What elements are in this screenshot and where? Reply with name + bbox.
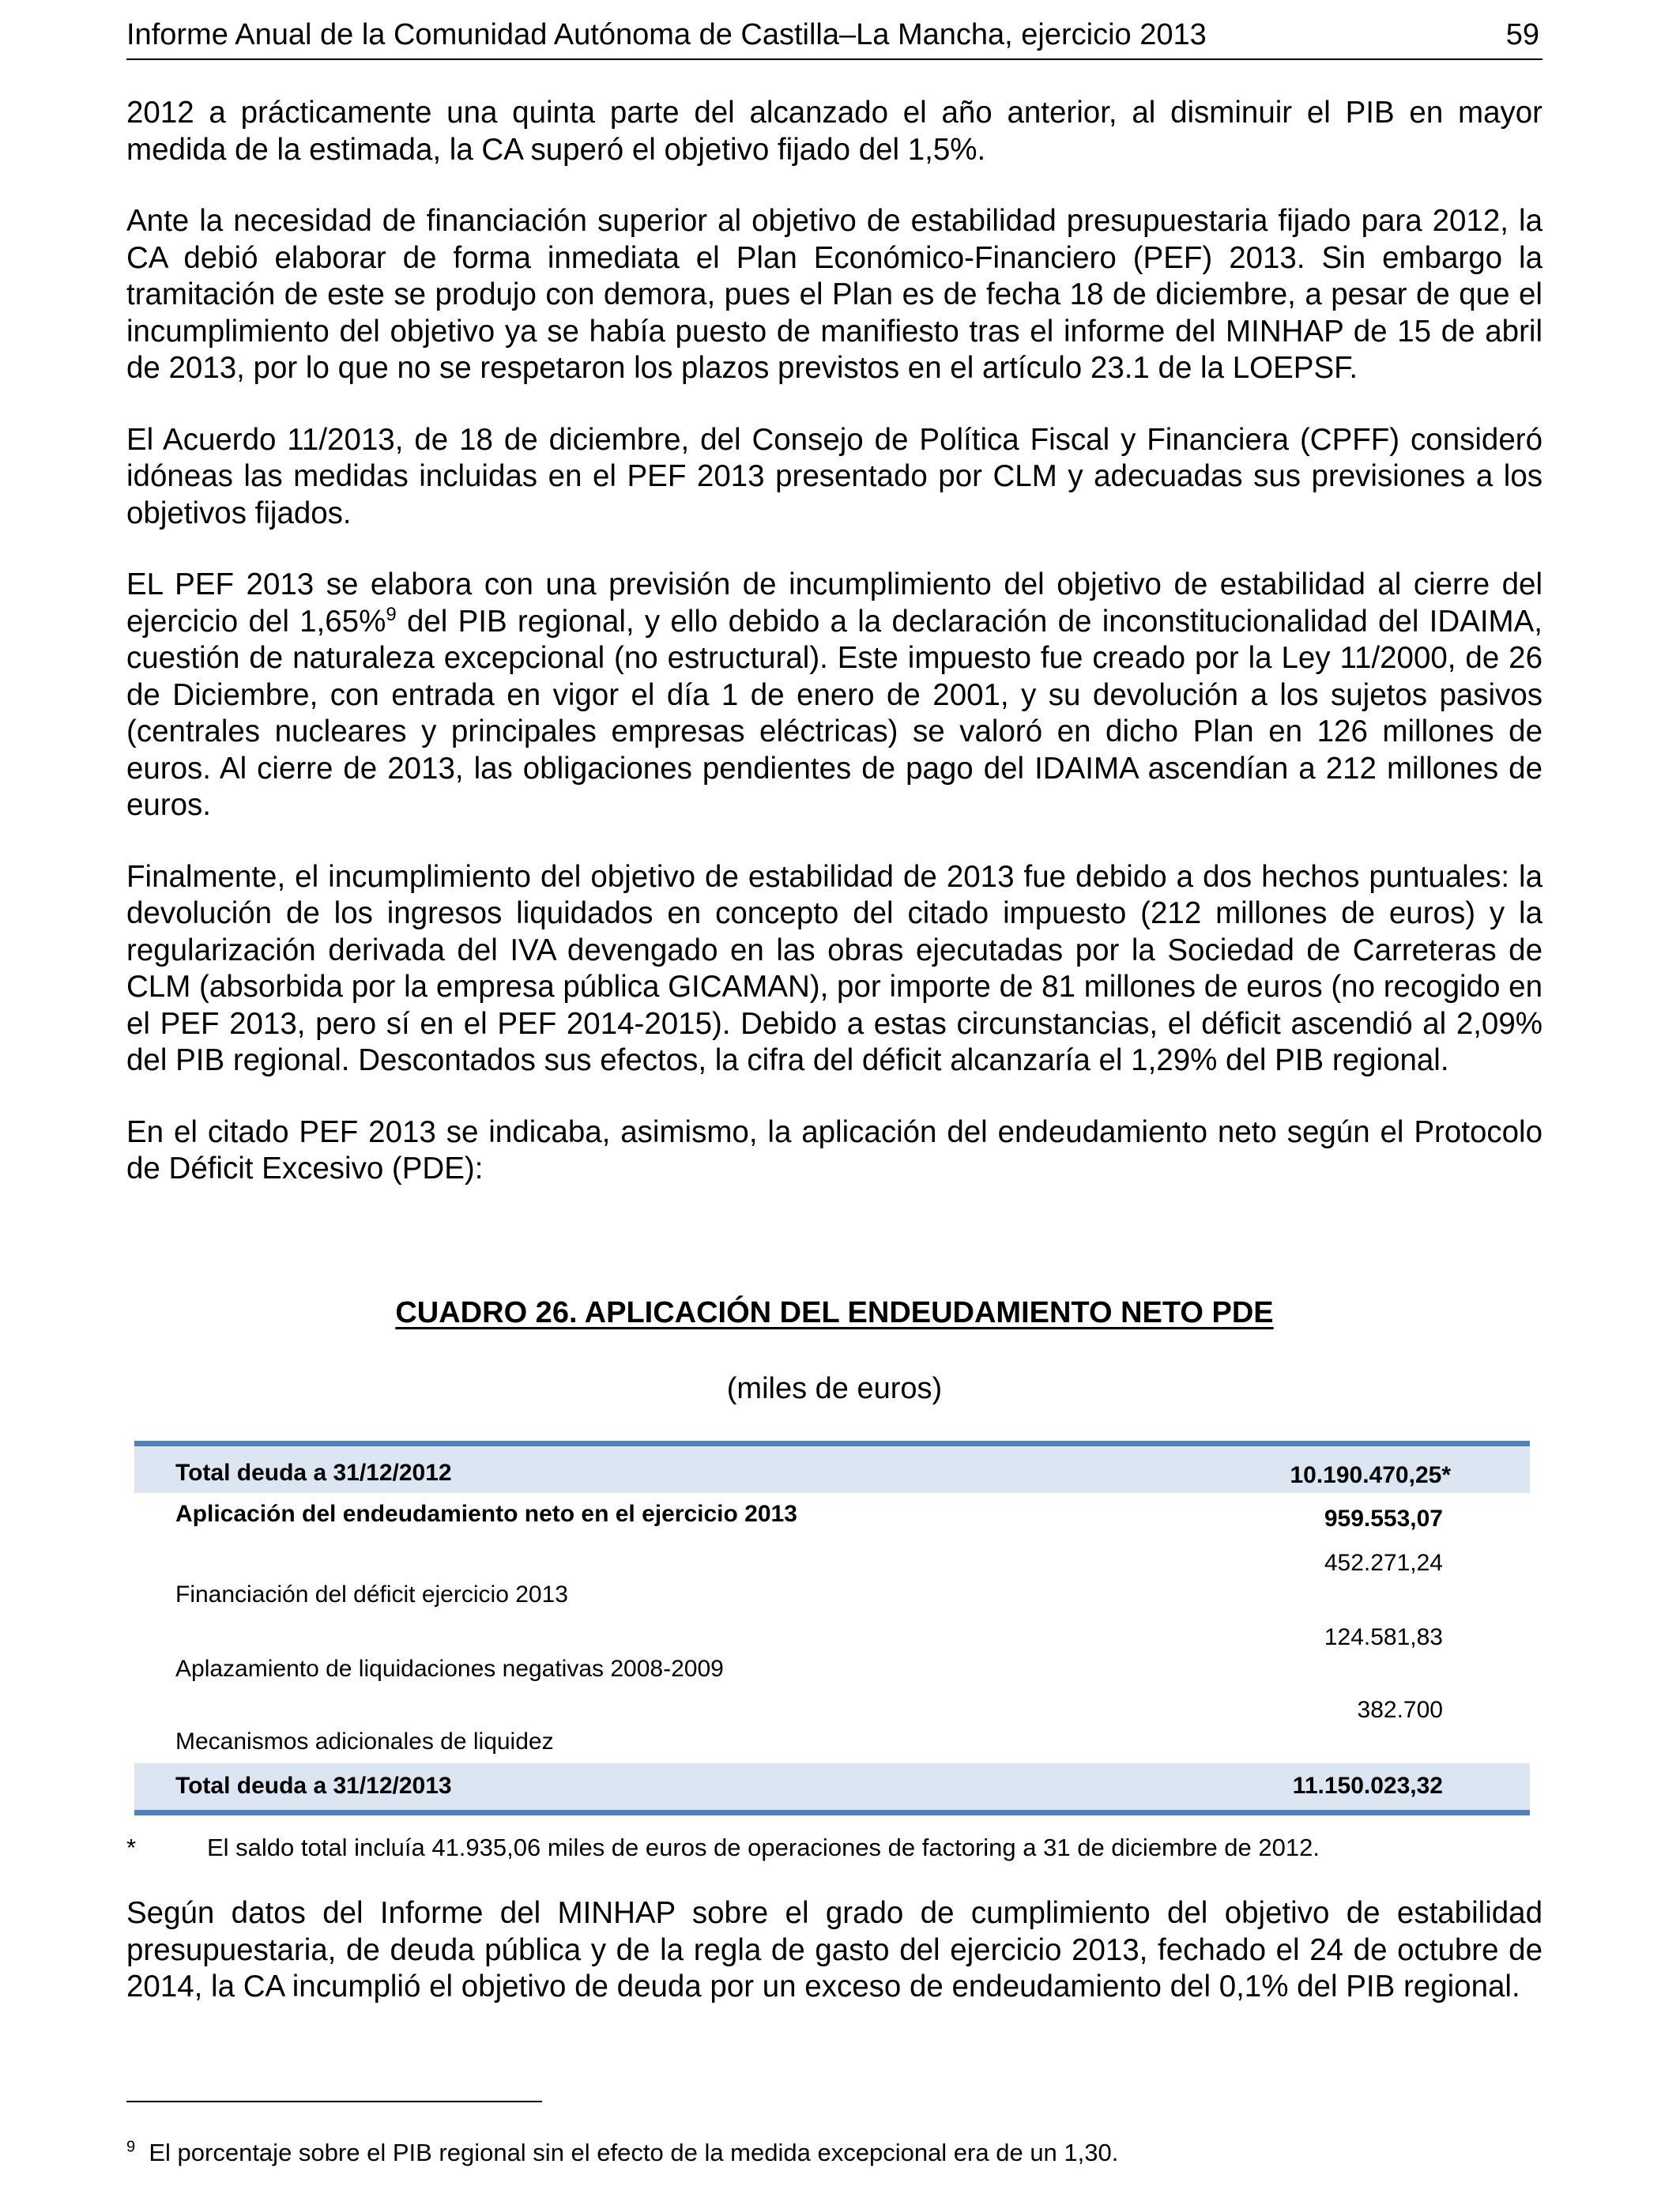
row-label: Mecanismos adicionales de liquidez <box>175 1728 554 1755</box>
row-value: 382.700 <box>1357 1697 1443 1723</box>
row-value: 124.581,83 <box>1324 1624 1443 1650</box>
paragraph-5: Finalmente, el incumplimiento del objetivo de estabilidad de 2013 fue debido a dos hechos puntuales: la devolución de los ingresos liquidados en concepto del citado impuesto (212 millones de euros) y la regularización derivada del IVA devengado en las obras ejecutadas por la Sociedad de Carreteras de CLM (absorbida por la empresa pública GICAMAN), por importe de 81 millones de euros (no recogido en el PEF 2013, pero sí en el PEF 2014-2015). Debido a estas circunstancias, el déficit ascendió al 2,09% del PIB regional. Descontados sus efectos, la cifra del déficit alcanzaría el 1,29% del PIB regional. <box>126 859 1543 1077</box>
paragraph-4 <box>126 567 1543 824</box>
note-text: El saldo total incluía 41.935,06 miles de euros de operaciones de factoring a 31 de diciembre de 2012. <box>207 1834 1320 1861</box>
footnote <box>126 2137 1543 2169</box>
page-header <box>126 14 1543 60</box>
row-value: 10.190.470,25* <box>1290 1462 1451 1488</box>
footnote-number: 9 <box>126 2138 136 2156</box>
debt-table <box>134 1441 1530 1815</box>
paragraph-3: El Acuerdo 11/2013, de 18 de diciembre, del Consejo de Política Fiscal y Financiera (CPFF) consideró idóneas las medidas incluidas en el PEF 2013 presentado por CLM y adecuadas sus previsiones a los objetivos fijados. <box>126 422 1543 530</box>
report-title: Informe Anual de la Comunidad Autónoma de Castilla–La Mancha, ejercicio 2013 <box>126 18 1207 51</box>
row-label: Financiación del déficit ejercicio 2013 <box>175 1581 568 1608</box>
note-marker: * <box>126 1834 137 1861</box>
row-label: Aplicación del endeudamiento neto en el ejercicio 2013 <box>175 1501 797 1527</box>
row-label: Total deuda a 31/12/2012 <box>175 1460 452 1486</box>
paragraph-2: Ante la necesidad de financiación superior al objetivo de estabilidad presupuestaria fijado para 2012, la CA debió elaborar de forma inmediata el Plan Económico-Financiero (PEF) 2013. Sin embargo la tramitación de este se produjo con demora, pues el Plan es de fecha 18 de diciembre, a pesar de que el incumplimiento del objetivo ya se había puesto de manifiesto tras el informe del MINHAP de 15 de abril de 2013, por lo que no se respetaron los plazos previstos en el artículo 23.1 de la LOEPSF. <box>126 204 1543 385</box>
table-row <box>134 1493 1530 1540</box>
row-label: Aplazamiento de liquidaciones negativas 2008-2009 <box>175 1656 724 1682</box>
table-row <box>134 1446 1530 1493</box>
row-label: Total deuda a 31/12/2013 <box>175 1773 452 1799</box>
paragraph-1: 2012 a prácticamente una quinta parte del alcanzado el año anterior, al disminuir el PIB en mayor medida de la estimada, la CA superó el objetivo fijado del 1,5%. <box>126 96 1543 167</box>
footnote-divider <box>126 2101 542 2102</box>
paragraph-7: Según datos del Informe del MINHAP sobre el grado de cumplimiento del objetivo de estabilidad presupuestaria, de deuda pública y de la regla de gasto del ejercicio 2013, fechado el 24 de octubre de 2014, la CA incumplió el objetivo de deuda por un exceso de endeudamiento del 0,1% del PIB regional. <box>126 1896 1543 2004</box>
body-text <box>126 95 1543 1223</box>
table-caption-text: CUADRO 26. APLICACIÓN DEL ENDEUDAMIENTO NETO PDE <box>395 1296 1274 1329</box>
table-row <box>134 1615 1530 1689</box>
row-value: 11.150.023,32 <box>1292 1773 1443 1799</box>
row-value: 959.553,07 <box>1324 1506 1443 1532</box>
paragraph-4-start: EL PEF 2013 se elabora con una previsión de incumplimiento del objetivo de estabilidad al cierre del ejercicio del 1,65% <box>126 567 1543 639</box>
footnote-ref[interactable]: 9 <box>386 603 397 625</box>
row-value: 452.271,24 <box>1324 1550 1443 1576</box>
table-caption <box>126 1296 1543 1330</box>
page-number: 59 <box>1505 18 1539 51</box>
table-row <box>134 1763 1530 1810</box>
footnote-text: El porcentaje sobre el PIB regional sin el efecto de la medida excepcional era de un 1,30. <box>149 2139 1119 2166</box>
table-row <box>134 1689 1530 1763</box>
paragraph-6: En el citado PEF 2013 se indicaba, asimismo, la aplicación del endeudamiento neto según el Protocolo de Déficit Excesivo (PDE): <box>126 1114 1543 1186</box>
table-units: (miles de euros) <box>726 1372 943 1405</box>
paragraph-4-end: del PIB regional, y ello debido a la declaración de inconstitucionalidad del IDAIMA, cuestión de naturaleza excepcional (no estructural). Este impuesto fue creado por la Ley 11/2000, de 26 de Diciembre, con entrada en vigor el día 1 de enero de 2001, y su devolución a los sujetos pasivos (centrales nucleares y principales empresas eléctricas) se valoró en dicho Plan en 126 millones de euros. Al cierre de 2013, las obligaciones pendientes de pago del IDAIMA ascendían a 212 millones de euros. <box>126 604 1543 822</box>
table-row <box>134 1540 1530 1615</box>
